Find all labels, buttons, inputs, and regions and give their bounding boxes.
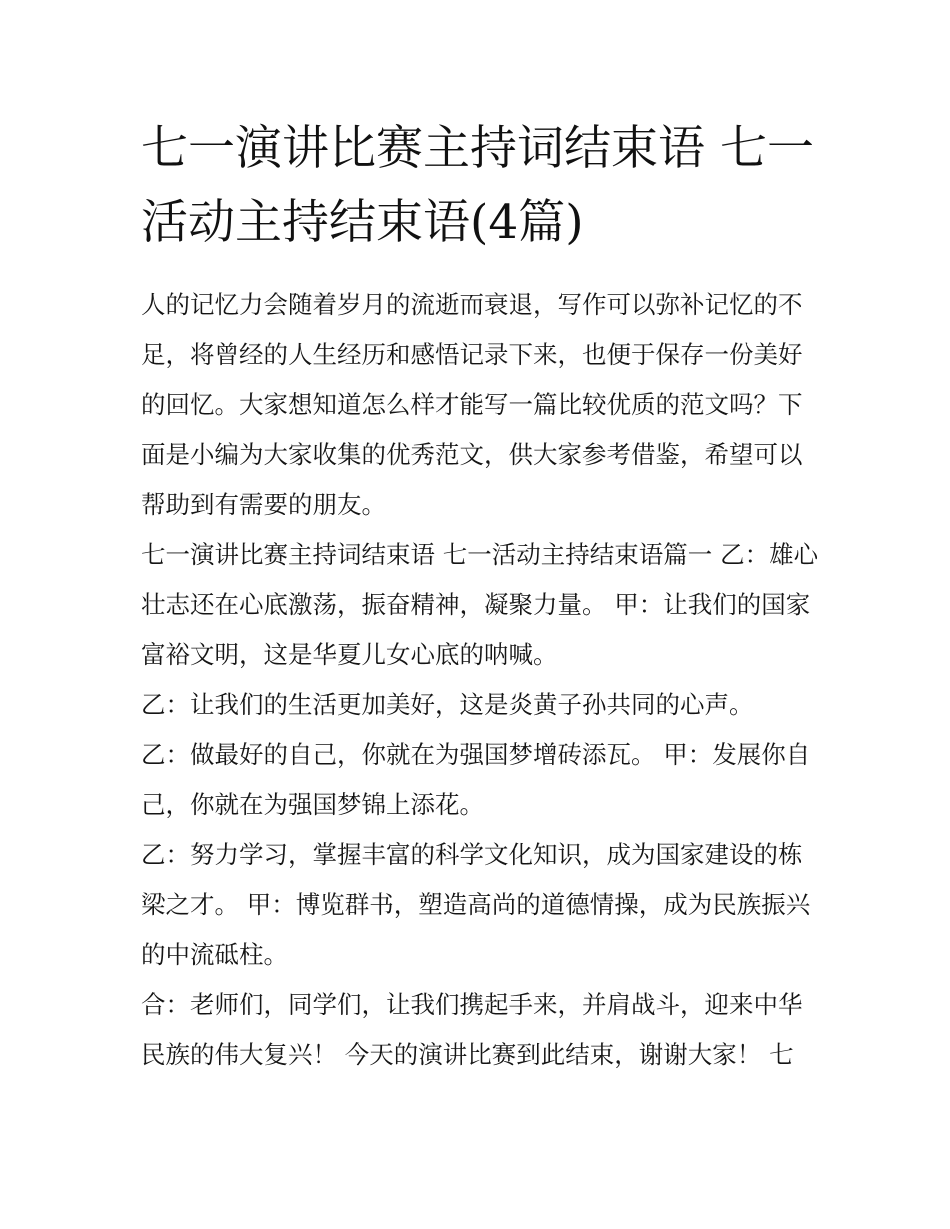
paragraph-chapter-one: 七一演讲比赛主持词结束语 七一活动主持结束语篇一 乙：雄心壮志还在心底激荡，振奋精神，凝聚力量。 甲：让我们的国家富裕文明，这是华夏儿女心底的呐喊。 <box>141 540 819 669</box>
paragraph-line-yi-1: 乙：让我们的生活更加美好，这是炎黄子孙共同的心声。 <box>141 690 754 719</box>
paragraph-closing: 合：老师们，同学们，让我们携起手来，并肩战斗，迎来中华民族的伟大复兴！ 今天的演讲比赛到此结束，谢谢大家！ 七 <box>141 990 803 1069</box>
paragraph-line-yi-2: 乙：做最好的自己，你就在为强国梦增砖添瓦。 甲：发展你自己，你就在为强国梦锦上添花。 <box>141 740 811 819</box>
document-body <box>141 280 821 1080</box>
paragraph-line-yi-3: 乙：努力学习，掌握丰富的科学文化知识，成为国家建设的栋梁之才。 甲：博览群书，塑造高尚的道德情操，成为民族振兴的中流砥柱。 <box>141 840 811 969</box>
document-title: 七一演讲比赛主持词结束语 七一活动主持结束语(4篇) <box>141 121 814 250</box>
paragraph-intro: 人的记忆力会随着岁月的流逝而衰退，写作可以弥补记忆的不足，将曾经的人生经历和感悟记录下来，也便于保存一份美好的回忆。大家想知道怎么样才能写一篇比较优质的范文吗？下面是小编为大家收集的优秀范文，供大家参考借鉴，希望可以帮助到有需要的朋友。 <box>141 290 803 519</box>
